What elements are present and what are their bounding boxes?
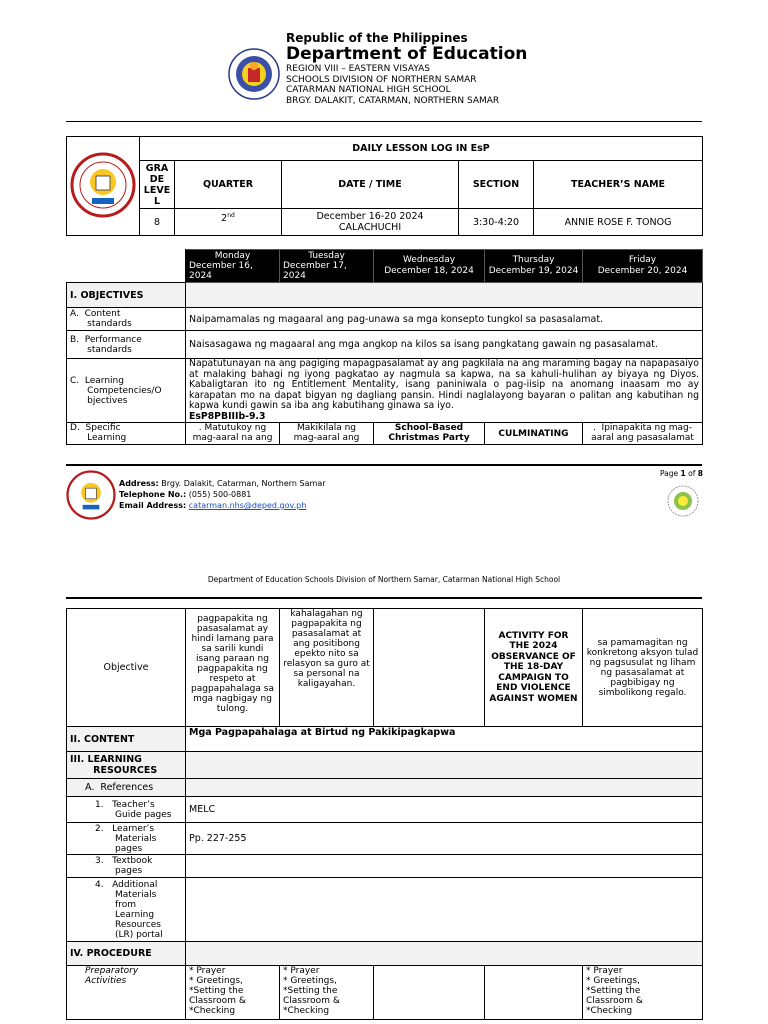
procedure-blank: [186, 942, 703, 966]
section-name: CALACHUCHI: [338, 222, 402, 233]
textbook-label: 3. Textbook pages: [67, 855, 186, 878]
quarter-sup: nd: [227, 212, 235, 219]
day-date: December 19, 2024: [488, 266, 579, 276]
day-name: Monday: [214, 251, 251, 261]
footer-school-logo: [66, 470, 116, 520]
day-wednesday: [374, 250, 485, 283]
page-num: 1: [680, 469, 686, 478]
day-year: 2024: [189, 271, 212, 281]
phone-value: (055) 500-0881: [188, 490, 252, 499]
running-header: Department of Education Schools Division of Northern Samar, Catarman National High School: [207, 575, 561, 584]
prep-thursday: [485, 966, 583, 1020]
content-text: Mga Pagpapahalaga at Birtud ng Pakikipagkapwa: [186, 727, 703, 752]
references-label: A. References: [67, 779, 186, 797]
objective-friday: sa pamamagitan ng konkretong aksyon tulad ng pagsusulat ng liham ng pasasalamat at pagbibigay ng simbolikong regalo.: [583, 609, 703, 727]
day-monday: [186, 250, 280, 283]
department-title: Department of Education: [286, 44, 528, 64]
prep-tuesday: * Prayer * Greetings, *Setting the Classroom & *Checking: [280, 966, 374, 1020]
specific-friday: . Ipinapakita ng mag- aaral ang pasasalamat: [583, 423, 703, 445]
day-name: Thursday: [512, 255, 555, 265]
textbook-text: [186, 855, 703, 878]
time-value: 3:30-4:20: [459, 209, 534, 236]
footer-divider: [66, 464, 702, 466]
competencies-label: C. Learning Competencies/O bjectives: [67, 359, 186, 423]
log-title: DAILY LESSON LOG IN EsP: [140, 137, 703, 161]
footer-contact: [119, 478, 326, 511]
day-name: Friday: [628, 255, 657, 265]
corner-blank: [67, 250, 186, 283]
content-standards-text: Naipamamalas ng magaaral ang pag-unawa sa mga konsepto tungkol sa pasasalamat.: [186, 308, 703, 331]
deped-seal: [228, 48, 280, 100]
day-date: December 18, 2024: [384, 266, 474, 276]
date-value: [282, 209, 459, 236]
school-line: CATARMAN NATIONAL HIGH SCHOOL: [286, 85, 451, 95]
objective-tuesday: kahalagahan ng pagpapakita ng pasasalamat at ang positibong epekto nito sa relasyon sa guro at sa personal na kaligayahan.: [280, 609, 374, 727]
competencies-cell: [186, 359, 703, 423]
procedure-table: [66, 608, 703, 1020]
page-prefix: Page: [660, 469, 681, 478]
address-label: Address:: [119, 479, 159, 488]
col-grade: GRA DE LEVE L: [140, 161, 175, 209]
address-line: BRGY. DALAKIT, CATARMAN, NORTHERN SAMAR: [286, 95, 500, 106]
specific-wednesday: School-Based Christmas Party: [374, 423, 485, 445]
specific-monday: . Matutukoy ng mag-aaral na ang: [186, 423, 280, 445]
footer-phone: [119, 489, 326, 500]
procedure-heading: IV. PROCEDURE: [67, 942, 186, 966]
header-divider: [66, 121, 702, 122]
prep-friday: * Prayer * Greetings, *Setting the Classroom & *Checking: [583, 966, 703, 1020]
school-logo: [70, 152, 136, 218]
objective-wednesday: [374, 609, 485, 727]
day-date: December 16,: [189, 261, 253, 271]
phone-label: Telephone No.:: [119, 490, 187, 499]
day-thursday: [485, 250, 583, 283]
email-link[interactable]: catarman.nhs@deped.gov.ph: [188, 501, 307, 510]
competencies-text: Napatutunayan na ang pagiging mapagpasalamat ay ang pagkilala na ang maraming bagay na napapasaiyo at malaking bahagi ng iyong pagkatao ay nagmula sa kapwa, na sa kahuli-hulihan ay biyaya ng Diyos. Kabaligtaran ito ng Entitlement Mentality, isang paniniwala o pag-iisip na anomang inaasam mo ay karapatan mo na dapat bigyan ng dagliang pansin. Hindi naglalayong bayaran o palitan ang kabutihan ng kapwa kundi gawin sa iba ang kabutihang ginawa sa iyo.: [189, 358, 699, 411]
col-section: SECTION: [459, 161, 534, 209]
learning-resources-blank: [186, 752, 703, 779]
learners-materials-label: 2. Learner’s Materials pages: [67, 823, 186, 855]
performance-standards-text: Naisasagawa ng magaaral ang mga angkop na kilos sa isang pangkatang gawain ng pasasalamat.: [186, 331, 703, 359]
learning-resources-heading: III. LEARNING RESOURCES: [67, 752, 186, 779]
additional-materials-label: 4. Additional Materials from Learning Resources (LR) portal: [67, 878, 186, 942]
date-range: December 16-20 2024: [316, 211, 424, 222]
quarter-value: [175, 209, 282, 236]
content-heading: II. CONTENT: [67, 727, 186, 752]
page-of: of: [685, 469, 698, 478]
competency-code: EsP8PBIIIb-9.3: [189, 410, 266, 422]
prep-monday: * Prayer * Greetings, *Setting the Classroom & *Checking: [186, 966, 280, 1020]
quarter-num: 2: [221, 213, 228, 225]
teachers-guide-text: MELC: [186, 797, 703, 823]
learners-materials-text: Pp. 227-255: [186, 823, 703, 855]
additional-materials-text: [186, 878, 703, 942]
school-logo-cell: [67, 137, 140, 236]
republic-label: Republic of the Philippines: [286, 31, 468, 45]
col-teacher: TEACHER’S NAME: [534, 161, 703, 209]
specific-tuesday: Makikilala ng mag-aaral ang: [280, 423, 374, 445]
school-info: [286, 64, 499, 106]
objective-thursday: ACTIVITY FOR THE 2024 OBSERVANCE OF THE 18-DAY CAMPAIGN TO END VIOLENCE AGAINST WOMEN: [485, 609, 583, 727]
day-date: December 20, 2024: [597, 266, 688, 276]
content-standards-label: A. Content standards: [67, 308, 186, 331]
day-name: Tuesday: [308, 251, 345, 261]
objective-monday: pagpapakita ng pasasalamat ay hindi lamang para sa sarili kundi isang paraan ng pagpapakita ng respeto at pagpapahalaga sa mga nagbigay ng tulong.: [186, 609, 280, 727]
day-year: 2024: [283, 271, 306, 281]
footer-address: [119, 478, 326, 489]
day-friday: [583, 250, 703, 283]
preparatory-label: Preparatory Activities: [67, 966, 186, 1020]
objectives-blank: [186, 283, 703, 308]
references-blank: [186, 779, 703, 797]
address-value: Brgy. Dalakit, Catarman, Northern Samar: [161, 479, 326, 488]
day-tuesday: [280, 250, 374, 283]
teachers-guide-label: 1. Teacher’s Guide pages: [67, 797, 186, 823]
grade-value: 8: [140, 209, 175, 236]
col-quarter: QUARTER: [175, 161, 282, 209]
objectives-table: [66, 249, 703, 445]
day-date: December 17,: [283, 261, 347, 271]
page2-divider: [66, 597, 702, 599]
email-label: Email Address:: [119, 501, 187, 510]
teacher-value: ANNIE ROSE F. TONOG: [534, 209, 703, 236]
region-line: REGION VIII – EASTERN VISAYAS: [286, 64, 430, 74]
matatag-badge: [666, 484, 700, 518]
specific-thursday: CULMINATING: [485, 423, 583, 445]
col-date: DATE / TIME: [282, 161, 459, 209]
page-total: 8: [697, 469, 703, 478]
specific-learning-label: D. Specific Learning: [67, 423, 186, 445]
prep-wednesday: [374, 966, 485, 1020]
day-name: Wednesday: [402, 255, 456, 265]
footer-email: [119, 500, 326, 511]
page-number: [660, 469, 703, 478]
log-info-table: [66, 136, 703, 236]
division-line: SCHOOLS DIVISION OF NORTHERN SAMAR: [286, 74, 477, 85]
performance-standards-label: B. Performance standards: [67, 331, 186, 359]
objective-label: Objective: [67, 609, 186, 727]
objectives-heading: I. OBJECTIVES: [67, 283, 186, 308]
